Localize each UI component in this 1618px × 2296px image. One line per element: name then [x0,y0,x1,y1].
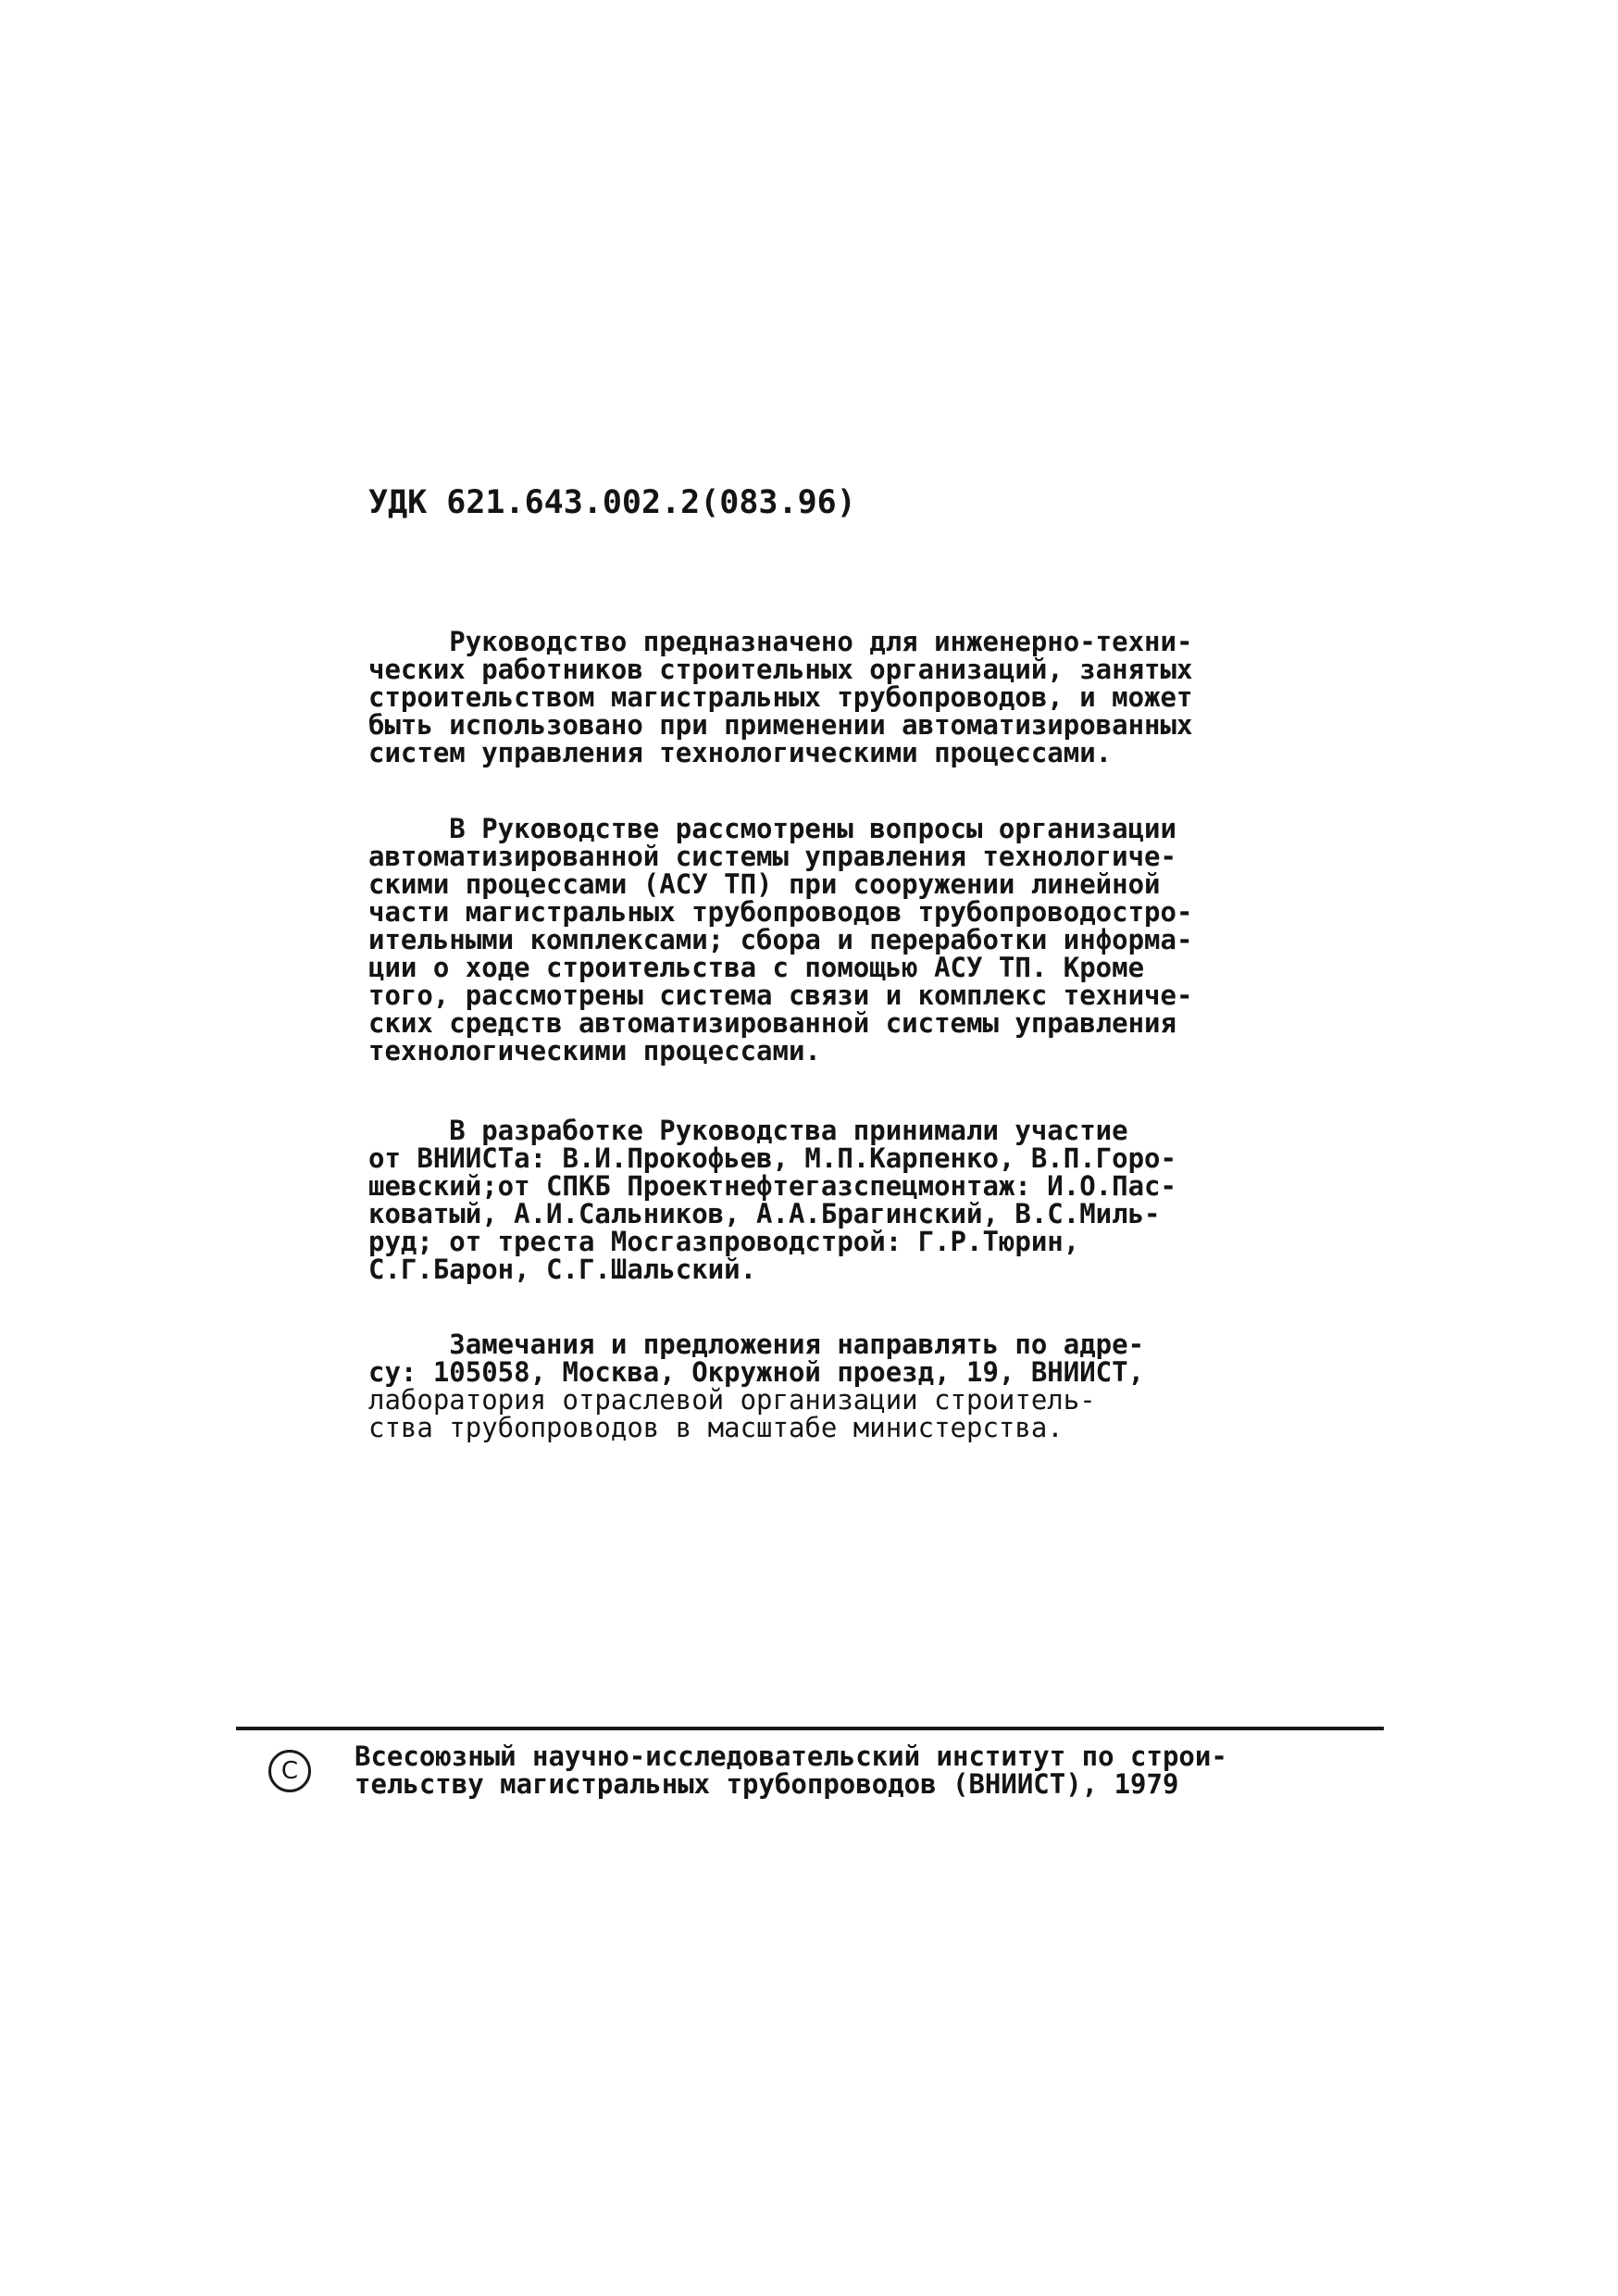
paragraph-line: строительством магистральных трубопроводов, и может [368,681,1193,713]
paragraph-line: ции о ходе строительства с помощью АСУ ТП. Кроме [368,952,1145,983]
paragraph-line: ческих работников строительных организаций, занятых [368,654,1193,685]
footer-divider [236,1727,1384,1730]
paragraph-line: ства трубопроводов в масштабе министерства. [368,1412,1064,1443]
purpose-paragraph [368,628,1192,767]
paragraph-line: ских средств автоматизированной системы управления [368,1007,1176,1039]
copyright-line: тельству магистральных трубопроводов (ВНИИСТ), 1979 [355,1768,1179,1800]
copyright-line: Всесоюзный научно-исследовательский институт по строи- [355,1741,1227,1772]
paragraph-line: В Руководстве рассмотрены вопросы организации [368,813,1176,844]
paragraph-line: су: 105058, Москва, Окружной проезд, 19, ВНИИСТ, [368,1356,1145,1388]
paragraph-line: В разработке Руководства принимали участие [368,1115,1128,1146]
paragraph-line: коватый, А.И.Сальников, А.А.Брагинский, В.С.Миль- [368,1198,1161,1229]
copyright-icon: C [268,1750,311,1792]
paragraph-line: Руководство предназначено для инженерно-техни- [368,626,1193,657]
paragraph-line: технологическими процессами. [368,1035,821,1067]
paragraph-line: систем управления технологическими процессами. [368,737,1113,768]
paragraph-line: от ВНИИСТа: В.И.Прокофьев, М.П.Карпенко, В.П.Горо- [368,1142,1176,1174]
paragraph-line: Замечания и предложения направлять по адре- [368,1329,1145,1360]
scope-paragraph [368,815,1192,1065]
paragraph-line: С.Г.Барон, С.Г.Шальский. [368,1254,757,1285]
paragraph-line: скими процессами (АСУ ТП) при сооружении линейной [368,868,1161,900]
paragraph-line: того, рассмотрены система связи и комплекс техниче- [368,980,1193,1011]
paragraph-line: шевский;от СПКБ Проектнефтегазспецмонтаж: И.О.Пас- [368,1170,1176,1202]
paragraph-line: автоматизированной системы управления технологиче- [368,841,1176,872]
paragraph-line: быть использовано при применении автоматизированных [368,709,1193,741]
copyright-notice [355,1742,1227,1798]
udk-code: УДК 621.643.002.2(083.96) [368,484,856,521]
paragraph-line: части магистральных трубопроводов трубопроводостро- [368,896,1193,928]
contact-paragraph [368,1330,1144,1441]
authors-paragraph [368,1117,1176,1283]
paragraph-line: руд; от треста Мосгазпроводстрой: Г.Р.Тюрин, [368,1226,1080,1257]
paragraph-line: ительными комплексами; сбора и переработки информа- [368,924,1193,955]
paragraph-line: лаборатория отраслевой организации строитель- [368,1384,1096,1416]
